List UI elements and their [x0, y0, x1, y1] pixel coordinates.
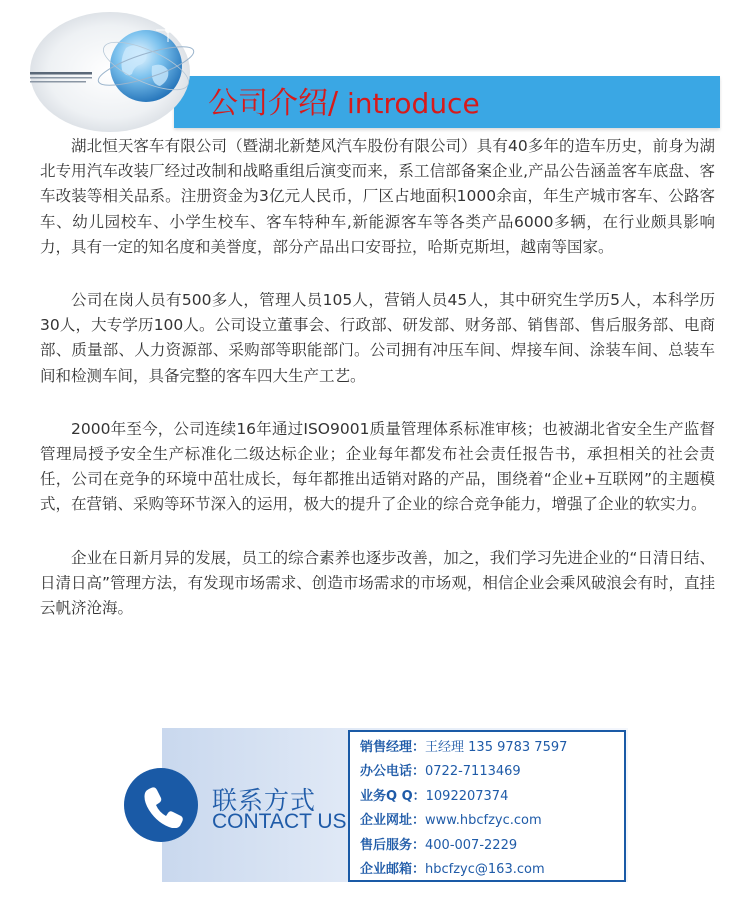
- paragraph-quality: 2000年至今，公司连续16年通过ISO9001质量管理体系标准审核；也被湖北省安全生产监督管理局授予安全生产标准化二级达标企业；企业每年都发布社会责任报告书，承担相关的社会责任，公司在竞争的环境中茁壮成长，每年都推出适销对路的产品，围绕着“企业+互联网”的主题模式，在营销、采购等环节深入的运用，极大的提升了企业的综合竞争能力，增强了企业的软实力。: [40, 419, 715, 514]
- row-label: 办公电话：: [360, 764, 426, 780]
- row-value: 0722-7113469: [425, 764, 521, 780]
- row-value: 王经理 135 9783 7597: [425, 740, 568, 755]
- row-value: 1092207374: [425, 788, 509, 804]
- contact-title-cn: 联系方式: [212, 786, 317, 815]
- contact-row-sales: [360, 736, 624, 760]
- globe-icon: [28, 8, 208, 134]
- row-label: 企业邮箱：: [360, 861, 426, 877]
- row-label: 企业网址：: [360, 813, 426, 829]
- row-label: 业务Q Q：: [360, 788, 426, 804]
- globe-logo: [28, 8, 208, 134]
- contact-section: [0, 728, 750, 906]
- contact-row-office-phone: [360, 760, 624, 784]
- row-value[interactable]: hbcfzyc@163.com: [425, 861, 545, 877]
- paragraph-history: 湖北恒天客车有限公司（暨湖北新楚风汽车股份有限公司）具有40多年的造车历史，前身为湖北专用汽车改装厂经过改制和战略重组后演变而来，系工信部备案企业,产品公告涵盖客车底盘、客车改装等相关品系。注册资金为3亿元人民币，厂区占地面积1000余亩，年生产城市客车、公路客车、幼儿园校车、小学生校车、客车特种车,新能源客车等各类产品6000多辆，在行业颇具影响力，具有一定的知名度和美誉度，部分产品出口安哥拉，哈斯克斯坦，越南等国家。: [40, 137, 715, 256]
- title-cn: 公司介绍/: [208, 86, 339, 121]
- contact-title-en: CONTACT US: [212, 810, 347, 833]
- page-title: [208, 80, 480, 128]
- contact-info-box: [348, 730, 626, 882]
- paragraph-development: 企业在日新月异的发展，员工的综合素养也逐步改善，加之，我们学习先进企业的“日清日结、日清日高”管理方法，有发现市场需求、创造市场需求的市场观，相信企业会乘风破浪会有时，直挂云帆济沧海。: [40, 548, 715, 618]
- contact-row-qq: [360, 785, 624, 809]
- page-header: [0, 0, 750, 140]
- paragraph-staff: 公司在岗人员有500多人，管理人员105人，营销人员45人，其中研究生学历5人，本科学历30人，大专学历100人。公司设立董事会、行政部、研发部、财务部、销售部、售后服务部、电商部、质量部、人力资源部、采购部等职能部门。公司拥有冲压车间、焊接车间、涂装车间、总装车间和检测车间，具备完整的客车四大生产工艺。: [40, 291, 715, 385]
- row-label: 售后服务：: [360, 837, 426, 853]
- intro-content: [40, 134, 715, 649]
- row-value: 400-007-2229: [425, 837, 518, 853]
- contact-row-email: [360, 858, 624, 882]
- title-en: introduce: [338, 87, 480, 120]
- row-value[interactable]: www.hbcfzyc.com: [425, 813, 542, 829]
- contact-row-service: [360, 834, 624, 858]
- phone-icon: [124, 768, 198, 842]
- contact-row-website: [360, 809, 624, 833]
- row-label: 销售经理：: [360, 740, 426, 755]
